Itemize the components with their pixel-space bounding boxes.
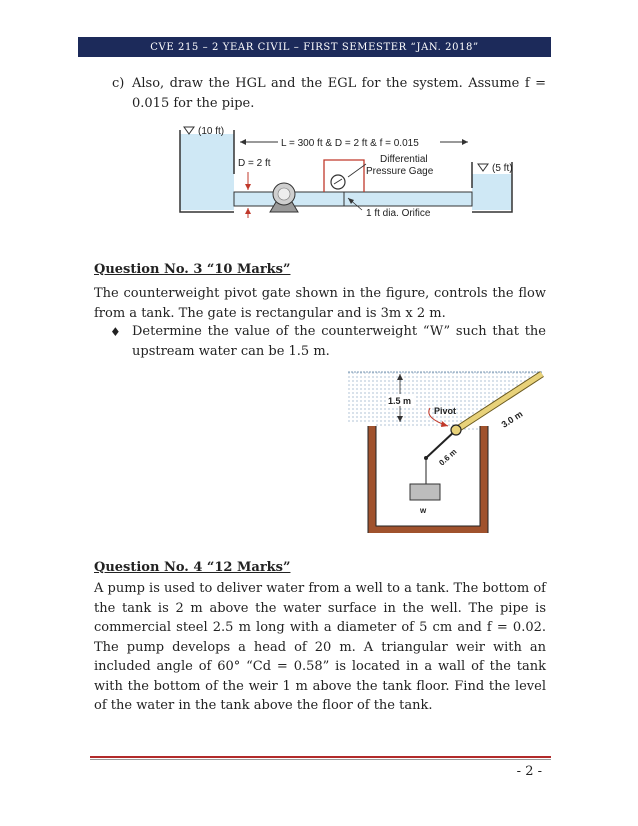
part-c-label: c) <box>112 76 125 91</box>
part-c <box>112 74 546 113</box>
header-bar <box>78 37 551 57</box>
question-3-title: Question No. 3 “10 Marks” <box>94 262 291 277</box>
gage-label-2: Pressure Gage <box>366 166 434 177</box>
weight-label: w <box>420 506 427 515</box>
pipe-length-label: L = 300 ft & D = 2 ft & f = 0.015 <box>281 138 419 149</box>
right-level-label: (5 ft) <box>492 163 513 174</box>
question-3-bullet <box>110 322 546 361</box>
diameter-label: D = 2 ft <box>238 158 271 169</box>
arm-length-label: 0.6 m <box>437 447 459 468</box>
footer-rule-thin <box>90 759 551 760</box>
part-c-text: Also, draw the HGL and the EGL for the system. Assume f = 0.015 for the pipe. <box>132 76 546 111</box>
drop-bullet-icon: ♦ <box>110 325 121 339</box>
question-3-body: The counterweight pivot gate shown in the figure, controls the flow from a tank. The gate is rectangular and is 3m x 2 m. <box>94 286 546 321</box>
orifice-label: 1 ft dia. Orifice <box>366 208 431 219</box>
question-3-bullet-text: Determine the value of the counterweight “W” such that the upstream water can be 1.5 m. <box>132 324 546 359</box>
depth-label: 1.5 m <box>388 396 412 406</box>
footer-rule <box>90 756 551 758</box>
pivot-label: Pivot <box>434 406 457 416</box>
header-title: CVE 215 – 2 YEAR CIVIL – FIRST SEMESTER “JAN. 2018” <box>150 41 479 53</box>
gate-length-label: 3.0 m <box>499 408 525 430</box>
question-4-title: Question No. 4 “12 Marks” <box>94 560 291 575</box>
left-level-label: (10 ft) <box>198 126 225 137</box>
gage-label-1: Differential <box>380 154 428 165</box>
figure-pivot-gate <box>344 368 550 533</box>
page-number: - 2 - <box>516 764 542 779</box>
question-4-body: A pump is used to deliver water from a well to a tank. The bottom of the tank is 2 m above the water surface in the well. The pipe is commercial steel 2.5 m long with a diameter of 5 cm and f = 0.02. The pump develops a head of 20 m. A triangular weir with an included angle of 60° “Cd = 0.58” is located in a wall of the tank with the bottom of the weir 1 m above the tank floor. Find the level of the water in the tank above the floor of the tank. <box>94 581 546 713</box>
figure-pipe-system <box>178 122 514 222</box>
